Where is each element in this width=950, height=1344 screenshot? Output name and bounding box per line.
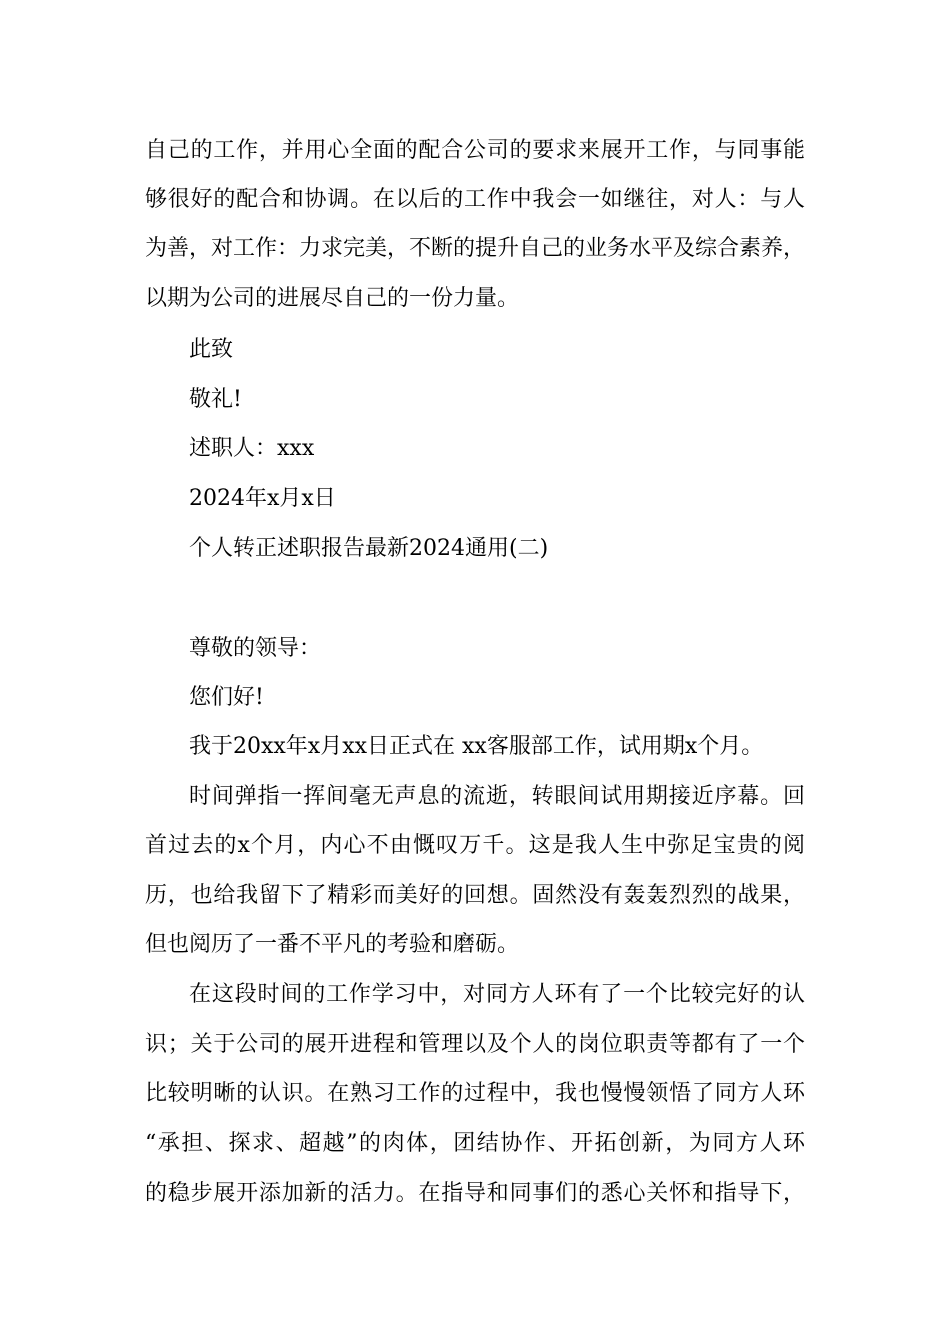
section-title: 个人转正述职报告最新2024通用(二) xyxy=(189,536,549,561)
reporter-signature: 述职人：xxx xyxy=(189,436,315,461)
paragraph-line: 历，也给我留下了精彩而美好的回想。固然没有轰轰烈烈的战果， xyxy=(145,883,805,908)
paragraph-line: 比较明晰的认识。在熟习工作的过程中，我也慢慢领悟了同方人环 xyxy=(145,1081,805,1106)
paragraph-line: 识；关于公司的展开进程和管理以及个人的岗位职责等都有了一个 xyxy=(145,1032,805,1057)
paragraph-line: 但也阅历了一番不平凡的考验和磨砺。 xyxy=(145,932,520,957)
greeting-text: 尊敬的领导： xyxy=(189,636,322,661)
paragraph-line: 以期为公司的进展尽自己的一份力量。 xyxy=(145,286,520,311)
paragraph-line: “承担、探求、超越”的肉体，团结协作、开拓创新，为同方人环 xyxy=(145,1131,805,1156)
paragraph-line: 的稳步展开添加新的活力。在指导和同事们的悉心关怀和指导下， xyxy=(145,1181,805,1206)
start-date-line: 我于20xx年x月xx日正式在 xx客服部工作，试用期x个月。 xyxy=(189,734,764,759)
closing-text: 此致 xyxy=(189,337,234,362)
report-date: 2024年x月x日 xyxy=(189,486,336,511)
paragraph-line: 够很好的配合和协调。在以后的工作中我会一如继往，对人：与人 xyxy=(145,187,805,212)
paragraph-line: 时间弹指一挥间毫无声息的流逝，转眼间试用期接近序幕。回 xyxy=(189,784,805,809)
paragraph-line: 在这段时间的工作学习中，对同方人环有了一个比较完好的认 xyxy=(189,982,805,1007)
paragraph-line: 首过去的x个月，内心不由慨叹万千。这是我人生中弥足宝贵的阅 xyxy=(145,833,805,858)
paragraph-line: 自己的工作，并用心全面的配合公司的要求来展开工作，与同事能 xyxy=(145,138,805,163)
paragraph-line: 为善，对工作：力求完美，不断的提升自己的业务水平及综合素养， xyxy=(145,236,806,261)
salute-text: 敬礼! xyxy=(189,387,242,412)
hello-text: 您们好! xyxy=(189,685,264,710)
